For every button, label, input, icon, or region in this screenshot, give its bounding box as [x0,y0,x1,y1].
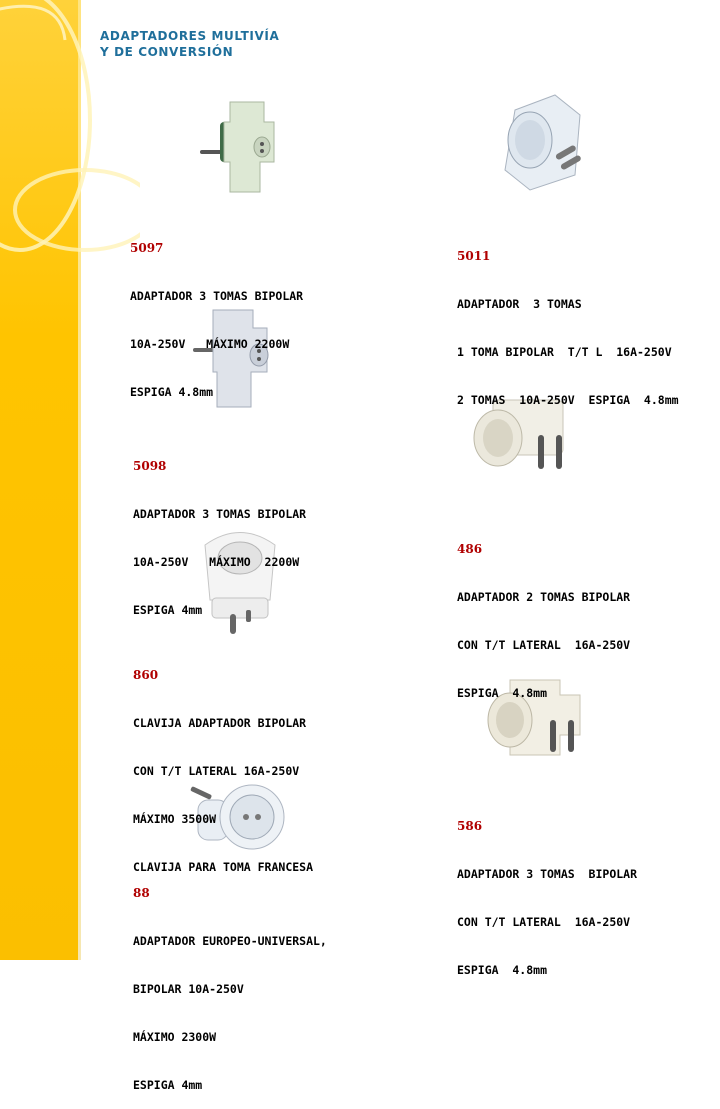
product-line: CON T/T LATERAL 16A-250V [457,915,631,929]
product-line: CON T/T LATERAL 16A-250V [133,764,300,778]
product-line: ESPIGA 4.8mm [130,385,214,399]
product-line: 1 TOMA BIPOLAR T/T L 16A-250V [457,345,672,359]
product-line: ADAPTADOR 3 TOMAS BIPOLAR [133,507,307,521]
product-line: 10A-250V MÁXIMO 2200W [133,555,300,569]
product-line: CLAVIJA ADAPTADOR BIPOLAR [133,716,307,730]
product-586 [457,786,637,994]
product-line: MÁXIMO 2300W [133,1030,217,1044]
product-code: 88 [133,886,150,900]
product-line: ESPIGA 4.8mm [457,686,548,700]
product-code: 5097 [130,241,164,255]
product-code: 486 [457,542,483,556]
product-line: ESPIGA 4mm [133,603,203,617]
heading-line-2: Y DE CONVERSIÓN [100,45,234,59]
product-88 [133,853,327,1109]
product-5011 [457,216,679,424]
product-code: 5098 [133,459,167,473]
heading-line-1: ADAPTADORES MULTIVÍA [100,29,280,43]
product-line: BIPOLAR 10A-250V [133,982,244,996]
product-line: MÁXIMO 3500W [133,812,217,826]
product-code: 860 [133,668,159,682]
page-heading [100,28,279,60]
product-code: 586 [457,819,483,833]
product-line: 10A-250V MÁXIMO 2200W [130,337,290,351]
product-486 [457,509,630,717]
product-line: ADAPTADOR EUROPEO-UNIVERSAL, [133,934,327,948]
product-line: ADAPTADOR 3 TOMAS BIPOLAR [457,867,638,881]
product-line: 2 TOMAS 10A-250V ESPIGA 4.8mm [457,393,679,407]
product-5097 [130,208,303,416]
product-line: ESPIGA 4mm [133,1078,203,1092]
product-line: ADAPTADOR 2 TOMAS BIPOLAR [457,590,631,604]
product-line: CON T/T LATERAL 16A-250V [457,638,631,652]
adapter-5097-image [190,92,300,202]
product-code: 5011 [457,249,491,263]
product-5098 [133,426,306,634]
product-line: ADAPTADOR 3 TOMAS BIPOLAR [130,289,304,303]
product-line: ESPIGA 4.8mm [457,963,548,977]
product-line: CLAVIJA PARA TOMA FRANCESA [133,860,314,874]
adapter-5011-image [485,90,600,195]
product-line: ADAPTADOR 3 TOMAS [457,297,582,311]
